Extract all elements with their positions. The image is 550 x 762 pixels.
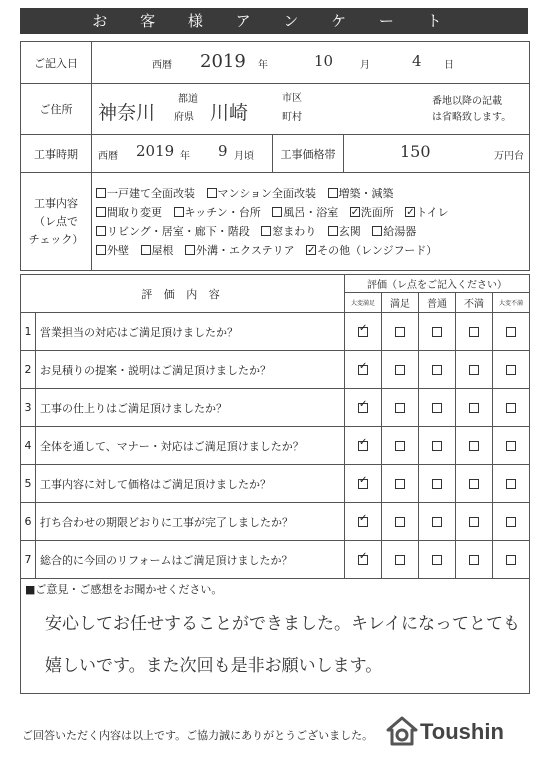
- address-label: ご住所: [21, 84, 92, 135]
- question-number: 4: [21, 427, 36, 465]
- rating-checkbox-icon[interactable]: [469, 479, 479, 489]
- work-label-2: （レ点で: [34, 214, 78, 228]
- period-year-value: 2019: [136, 142, 175, 160]
- date-label: ご記入日: [21, 42, 92, 84]
- house-logo-icon: [386, 716, 418, 746]
- period-month-value: 9: [218, 142, 228, 160]
- period-field[interactable]: [92, 135, 273, 173]
- checkbox-icon[interactable]: [185, 245, 195, 255]
- work-item[interactable]: ✓ トイレ: [405, 203, 448, 222]
- rating-checkbox-icon[interactable]: [432, 365, 442, 375]
- checkbox-icon[interactable]: [207, 188, 217, 198]
- price-unit: 万円台: [494, 151, 524, 162]
- city-unit-bottom: 町村: [282, 112, 302, 123]
- work-item[interactable]: リビング・居室・廊下・階段: [96, 222, 250, 241]
- question-row: [21, 427, 530, 465]
- month-value: 10: [314, 52, 334, 70]
- work-label: [21, 173, 92, 271]
- day-value: 4: [412, 52, 422, 70]
- rating-checkbox-icon[interactable]: [395, 441, 405, 451]
- comments-label: ■ご意見・ご感想をお聞かせください。: [25, 583, 223, 596]
- comment-line-2: 嬉しいです。また次回も是非お願いします。: [45, 656, 383, 676]
- rating-checkbox-icon[interactable]: [506, 327, 516, 337]
- brand-name: Toushin: [420, 719, 504, 744]
- city-value: 川崎: [210, 102, 249, 124]
- evaluation-header: 評 価 内 容: [21, 275, 345, 313]
- work-checklist: [92, 173, 530, 271]
- work-item[interactable]: 給湯器: [372, 222, 416, 241]
- rating-checked-icon[interactable]: [358, 327, 368, 337]
- rating-checkbox-icon[interactable]: [506, 479, 516, 489]
- question-number: 2: [21, 351, 36, 389]
- work-item[interactable]: ✓ その他（レンジフード）: [306, 241, 437, 260]
- checkbox-icon[interactable]: [96, 226, 106, 236]
- address-field[interactable]: [92, 84, 530, 135]
- period-year-unit: 年: [180, 151, 190, 162]
- checkbox-icon[interactable]: [96, 245, 106, 255]
- checkbox-checked-icon[interactable]: [405, 207, 415, 217]
- era-label: 西暦: [152, 60, 172, 71]
- checkbox-icon[interactable]: [174, 207, 184, 217]
- question-text: 工事の仕上りはご満足頂けましたか？: [36, 389, 345, 427]
- work-item[interactable]: 窓まわり: [261, 222, 316, 241]
- rating-checked-icon[interactable]: [358, 479, 368, 489]
- rating-checkbox-icon[interactable]: [432, 441, 442, 451]
- date-field[interactable]: [92, 42, 530, 84]
- pref-unit-bottom: 府県: [174, 112, 194, 123]
- pref-unit-top: 都道: [178, 94, 198, 105]
- question-text: 工事内容に対して価格はご満足頂けましたか？: [36, 465, 345, 503]
- evaluation-table: [20, 274, 530, 694]
- rating-checkbox-icon[interactable]: [469, 517, 479, 527]
- year-value: 2019: [200, 51, 246, 72]
- question-number: 1: [21, 313, 36, 351]
- rating-dissatisfied: 不満: [456, 293, 493, 313]
- checkbox-icon[interactable]: [372, 226, 382, 236]
- rating-checkbox-icon[interactable]: [469, 555, 479, 565]
- checkbox-icon[interactable]: [328, 188, 338, 198]
- question-text: 営業担当の対応はご満足頂けましたか？: [36, 313, 345, 351]
- rating-checkbox-icon[interactable]: [432, 403, 442, 413]
- rating-checkbox-icon[interactable]: [469, 441, 479, 451]
- footer-note: ご回答いただく内容は以上です。ご協力誠にありがとうございました。: [22, 729, 374, 742]
- question-row: [21, 541, 530, 579]
- question-row: [21, 503, 530, 541]
- period-month-unit: 月頃: [234, 151, 254, 162]
- rating-checkbox-icon[interactable]: [432, 327, 442, 337]
- rating-checked-icon[interactable]: [358, 403, 368, 413]
- rating-checkbox-icon[interactable]: [506, 365, 516, 375]
- rating-checked-icon[interactable]: [358, 517, 368, 527]
- question-row: [21, 465, 530, 503]
- question-number: 5: [21, 465, 36, 503]
- work-label-1: 工事内容: [34, 196, 78, 210]
- question-row: [21, 313, 530, 351]
- rating-checked-icon[interactable]: [358, 365, 368, 375]
- question-text: 打ち合わせの期限どおりに工事が完了しましたか？: [36, 503, 345, 541]
- question-number: 3: [21, 389, 36, 427]
- rating-header: 評価（レ点をご記入ください）: [345, 275, 530, 293]
- comments-box[interactable]: [21, 579, 530, 694]
- work-item[interactable]: 風呂・浴室: [272, 203, 338, 222]
- work-item[interactable]: 屋根: [141, 241, 174, 260]
- rating-checkbox-icon[interactable]: [506, 403, 516, 413]
- question-text: お見積りの提案・説明はご満足頂けましたか？: [36, 351, 345, 389]
- rating-checkbox-icon[interactable]: [506, 555, 516, 565]
- work-item[interactable]: キッチン・台所: [174, 203, 261, 222]
- work-item[interactable]: 外壁: [96, 241, 129, 260]
- checkbox-icon[interactable]: [272, 207, 282, 217]
- period-label: 工事時期: [21, 135, 92, 173]
- info-table: [20, 41, 530, 271]
- checkbox-icon[interactable]: [96, 188, 106, 198]
- rating-checked-icon[interactable]: [358, 441, 368, 451]
- toushin-logo: [386, 716, 418, 750]
- question-number: 6: [21, 503, 36, 541]
- work-label-3: チェック）: [28, 232, 84, 246]
- rating-checkbox-icon[interactable]: [432, 479, 442, 489]
- rating-checkbox-icon[interactable]: [395, 365, 405, 375]
- question-text: 全体を通して、マナー・対応はご満足頂けましたか？: [36, 427, 345, 465]
- rating-checkbox-icon[interactable]: [395, 555, 405, 565]
- year-unit: 年: [258, 60, 268, 71]
- address-note-1: 番地以降の記載: [432, 96, 502, 107]
- rating-checkbox-icon[interactable]: [506, 517, 516, 527]
- work-item[interactable]: 外溝・エクステリア: [185, 241, 295, 260]
- work-item[interactable]: 玄関: [328, 222, 361, 241]
- checkbox-icon[interactable]: [328, 226, 338, 236]
- day-unit: 日: [444, 60, 454, 71]
- work-item[interactable]: 間取り変更: [96, 203, 162, 222]
- checkbox-icon[interactable]: [141, 245, 151, 255]
- work-item[interactable]: ✓ 洗面所: [350, 203, 394, 222]
- comment-line-1: 安心してお任せすることができました。キレイになってとても: [45, 614, 520, 634]
- rating-checkbox-icon[interactable]: [395, 327, 405, 337]
- checkbox-checked-icon[interactable]: [350, 207, 360, 217]
- rating-normal: 普通: [419, 293, 456, 313]
- work-item[interactable]: 一戸建て全面改装: [96, 184, 195, 203]
- rating-very-satisfied: 大変満足: [345, 293, 382, 313]
- price-field[interactable]: [344, 135, 530, 173]
- work-item[interactable]: 増築・減築: [328, 184, 394, 203]
- question-number: 7: [21, 541, 36, 579]
- price-value: 150: [400, 142, 431, 161]
- checkbox-icon[interactable]: [261, 226, 271, 236]
- price-label: 工事価格帯: [273, 135, 344, 173]
- month-unit: 月: [360, 60, 370, 71]
- rating-checkbox-icon[interactable]: [395, 517, 405, 527]
- rating-checkbox-icon[interactable]: [395, 479, 405, 489]
- rating-checkbox-icon[interactable]: [469, 327, 479, 337]
- city-unit-top: 市区: [282, 93, 302, 104]
- rating-checkbox-icon[interactable]: [506, 441, 516, 451]
- rating-checkbox-icon[interactable]: [395, 403, 405, 413]
- rating-checkbox-icon[interactable]: [469, 365, 479, 375]
- question-row: [21, 351, 530, 389]
- period-era: 西暦: [98, 151, 118, 162]
- rating-very-dissatisfied: 大変不満: [493, 293, 530, 313]
- rating-checkbox-icon[interactable]: [432, 555, 442, 565]
- rating-satisfied: 満足: [382, 293, 419, 313]
- question-text: 総合的に今回のリフォームはご満足頂けましたか？: [36, 541, 345, 579]
- rating-checkbox-icon[interactable]: [432, 517, 442, 527]
- question-row: [21, 389, 530, 427]
- rating-checkbox-icon[interactable]: [469, 403, 479, 413]
- survey-title: お 客 様 ア ン ケ ー ト: [20, 8, 528, 34]
- rating-checked-icon[interactable]: [358, 555, 368, 565]
- checkbox-checked-icon[interactable]: [306, 245, 316, 255]
- work-item[interactable]: マンション全面改装: [207, 184, 317, 203]
- address-note-2: は省略致します。: [432, 112, 512, 123]
- checkbox-icon[interactable]: [96, 207, 106, 217]
- pref-value: 神奈川: [98, 102, 156, 124]
